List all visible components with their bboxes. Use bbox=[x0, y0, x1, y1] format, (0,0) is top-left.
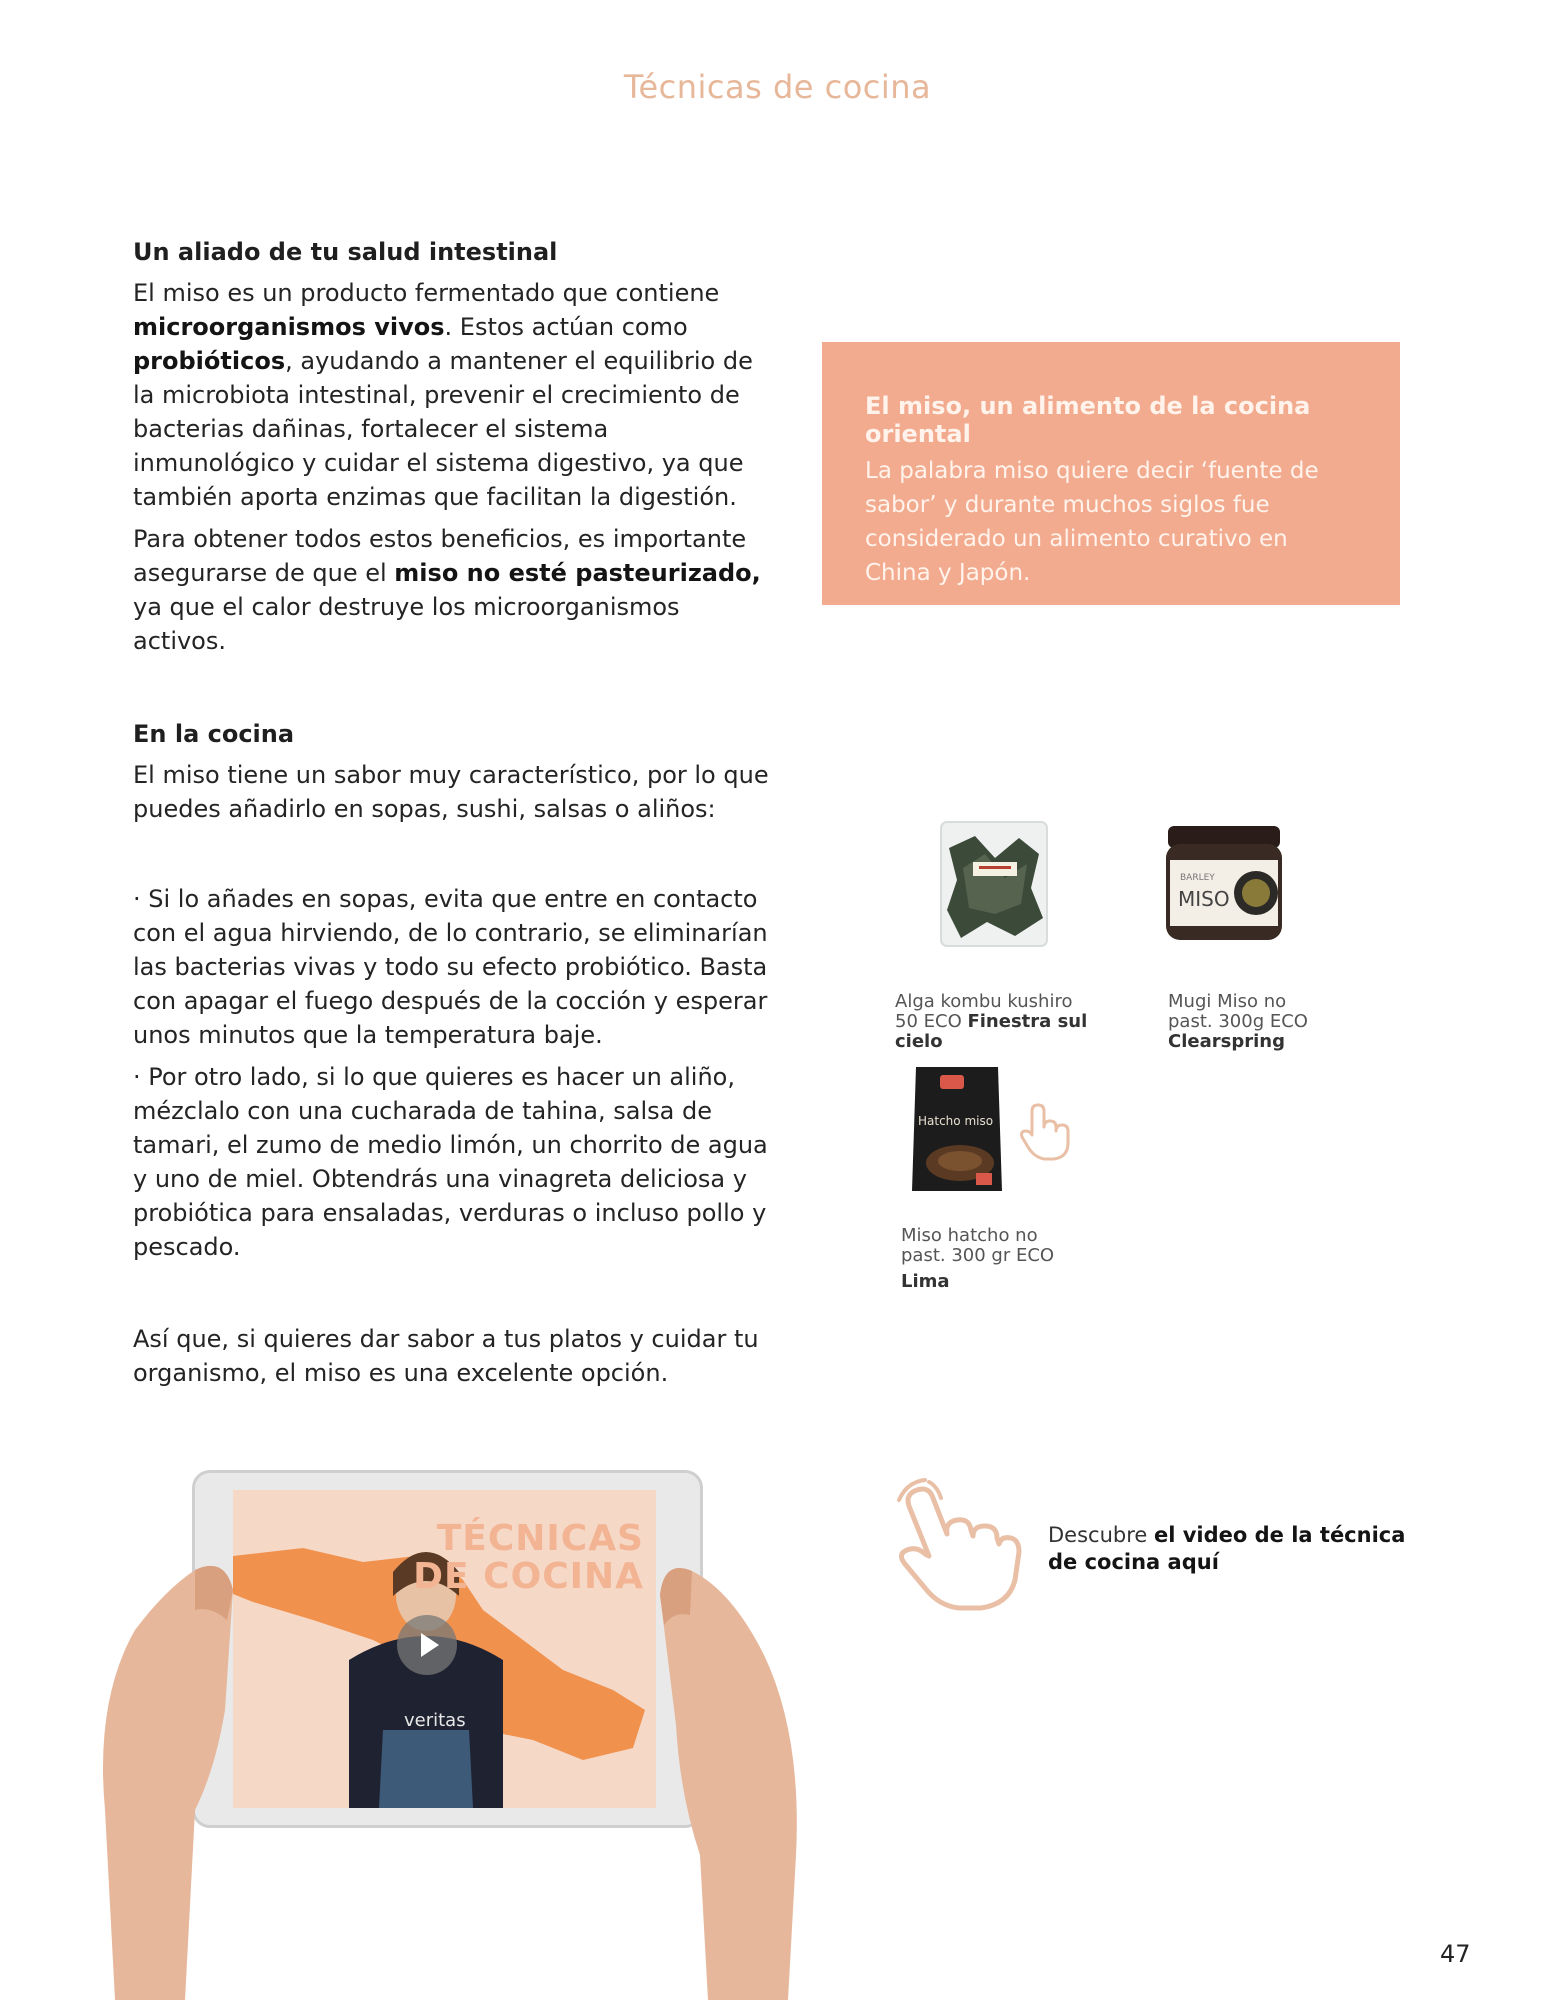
small-hand-pointer-icon bbox=[1018, 1103, 1078, 1161]
barley-miso-jar-image[interactable] bbox=[1158, 820, 1290, 950]
hand-pointer-icon[interactable] bbox=[885, 1478, 1025, 1614]
callout-text: La palabra miso quiere decir ‘fuente de sabor’ y durante muchos siglos fue considerado un alimento curativo en China y Japón. bbox=[865, 458, 1319, 586]
page-number: 47 bbox=[1440, 1940, 1471, 1968]
main-article bbox=[133, 238, 773, 1398]
kombu-seaweed-product-image[interactable] bbox=[935, 818, 1053, 950]
section-heading-gut-health: Un aliado de tu salud intestinal bbox=[133, 238, 558, 266]
left-hand-image bbox=[75, 1550, 245, 2000]
callout-title: El miso, un alimento de la cocina oriental bbox=[865, 392, 1311, 448]
hatcho-miso-pack-image[interactable] bbox=[906, 1063, 1006, 1195]
paragraph-kitchen-intro: El miso tiene un sabor muy característico, por lo que puedes añadirlo en sopas, sushi, salsas o aliños: bbox=[133, 761, 769, 823]
section-heading-kitchen: En la cocina bbox=[133, 720, 295, 748]
pack-label: Hatcho miso bbox=[918, 1114, 994, 1128]
product-caption-kombu: Alga kombu kushiro 50 ECO Finestra sul cielo bbox=[895, 991, 1088, 1052]
play-icon bbox=[397, 1615, 457, 1675]
paragraph-closing: Así que, si quieres dar sabor a tus platos y cuidar tu organismo, el miso es una excelente opción. bbox=[133, 1325, 759, 1387]
right-hand-image bbox=[660, 1555, 820, 2000]
jar-label: MISO bbox=[1178, 887, 1230, 911]
video-title: TÉCNICAS DE COCINA bbox=[413, 1518, 644, 1597]
bullet-dressing: · Por otro lado, si lo que quieres es hacer un aliño, mézclalo con una cucharada de tahina, salsa de tamari, el zumo de medio limón, un chorrito de agua y uno de miel. Obtendrás una vinagreta deliciosa y probiótica para ensaladas, verduras o incluso pollo y pescado. bbox=[133, 1063, 768, 1261]
product-caption-hatcho-miso: Miso hatcho no past. 300 gr ECO Lima bbox=[901, 1225, 1055, 1292]
play-button[interactable] bbox=[397, 1615, 457, 1675]
jar-sub-label: BARLEY bbox=[1180, 873, 1215, 883]
product-caption-mugi-miso: Mugi Miso no past. 300g ECO Clearspring bbox=[1168, 991, 1308, 1052]
page-header-title: Técnicas de cocina bbox=[623, 68, 932, 106]
paragraph-pasteurization: Para obtener todos estos beneficios, es importante asegurarse de que el miso no esté pasteurizado, ya que el calor destruye los microorganismos activos. bbox=[133, 525, 761, 655]
bullet-soups: · Si lo añades en sopas, evita que entre en contacto con el agua hirviendo, de lo contrario, se eliminarían las bacterias vivas y todo su efecto probiótico. Basta con apagar el fuego después de la cocción y esperar unos minutos que la temperatura baje. bbox=[133, 885, 768, 1049]
video-cta-text[interactable]: Descubre el video de la técnica de cocina aquí bbox=[1048, 1523, 1406, 1574]
info-callout-box bbox=[822, 342, 1400, 605]
paragraph-probiotics: El miso es un producto fermentado que contiene microorganismos vivos. Estos actúan como probióticos, ayudando a mantener el equilibrio de la microbiota intestinal, prevenir el crecimiento de bacterias dañinas, fortalecer el sistema inmunológico y cuidar el sistema digestivo, ya que también aporta enzimas que facilitan la digestión. bbox=[133, 279, 753, 511]
apron-logo-text: veritas bbox=[404, 1710, 466, 1731]
